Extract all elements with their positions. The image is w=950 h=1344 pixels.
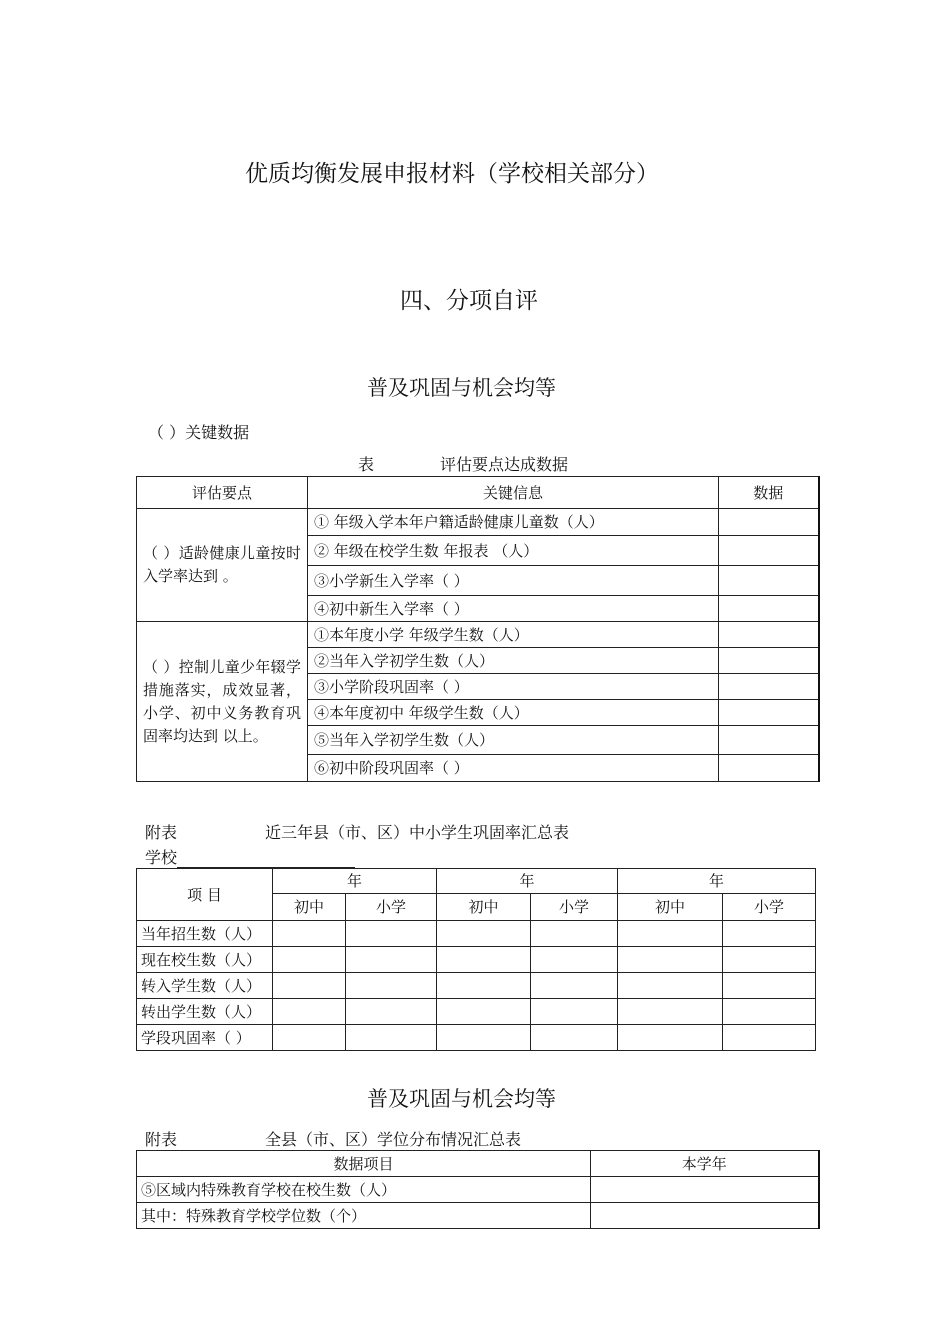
data-cell[interactable] [273,973,346,999]
data-cell[interactable] [723,921,816,947]
table1-caption-prefix: 表 [358,455,375,474]
data-cell[interactable] [531,921,618,947]
data-cell[interactable] [723,1025,816,1051]
subsection-title-1: 普及巩固与机会均等 [367,376,556,400]
key-info-item: ⑥初中阶段巩固率（ ） [308,755,719,782]
data-cell[interactable] [719,509,819,536]
data-cell[interactable] [437,921,531,947]
data-cell[interactable] [346,947,437,973]
row-label: 学段巩固率（ ） [137,1025,273,1051]
data-cell[interactable] [719,536,819,566]
header-year-2: 年 [437,869,618,894]
key-info-item: ③小学阶段巩固率（ ） [308,674,719,700]
table3-caption: 全县（市、区）学位分布情况汇总表 [265,1130,522,1149]
consolidation-rate-table [136,868,816,1051]
data-cell[interactable] [437,973,531,999]
data-cell[interactable] [437,1025,531,1051]
key-info-item: ③小学新生入学率（ ） [308,566,719,596]
data-cell[interactable] [618,921,723,947]
data-cell[interactable] [273,947,346,973]
data-cell[interactable] [273,1025,346,1051]
key-info-item: ④初中新生入学率（ ） [308,596,719,622]
header-eval-point: 评估要点 [137,477,308,509]
data-cell[interactable] [618,999,723,1025]
data-cell[interactable] [437,999,531,1025]
table1-caption: 评估要点达成数据 [440,455,569,474]
data-cell[interactable] [531,1025,618,1051]
row-label: 转入学生数（人） [137,973,273,999]
header-junior: 初中 [618,894,723,921]
row-label: 其中：特殊教育学校学位数（个） [137,1203,591,1229]
data-cell[interactable] [273,999,346,1025]
key-info-item: ② 年级在校学生数 年报表 （人） [308,536,719,566]
header-junior: 初中 [273,894,346,921]
header-primary: 小学 [723,894,816,921]
header-year-3: 年 [618,869,816,894]
data-cell[interactable] [719,566,819,596]
data-cell[interactable] [618,973,723,999]
header-data-item: 数据项目 [137,1151,591,1177]
data-cell[interactable] [719,622,819,648]
header-primary: 小学 [346,894,437,921]
data-cell[interactable] [531,999,618,1025]
data-cell[interactable] [723,973,816,999]
header-primary: 小学 [531,894,618,921]
data-cell[interactable] [719,700,819,726]
eval-point-1: （ ）适龄健康儿童按时入学率达到 。 [137,509,308,622]
data-cell[interactable] [273,921,346,947]
data-cell[interactable] [618,1025,723,1051]
data-cell[interactable] [531,973,618,999]
document-title: 优质均衡发展申报材料（学校相关部分） [245,161,659,187]
table3-caption-prefix: 附表 [145,1130,178,1149]
data-cell[interactable] [346,999,437,1025]
key-info-item: ①本年度小学 年级学生数（人） [308,622,719,648]
data-cell[interactable] [437,947,531,973]
data-cell[interactable] [618,947,723,973]
key-info-item: ②当年入学初学生数（人） [308,648,719,674]
data-cell[interactable] [346,973,437,999]
header-item: 项 目 [137,869,273,921]
eval-point-2: （ ）控制儿童少年辍学措施落实，成效显著，小学、初中义务教育巩固率均达到 以上。 [137,622,308,782]
data-cell[interactable] [531,947,618,973]
data-cell[interactable] [723,999,816,1025]
header-data: 数据 [719,477,819,509]
subsection-title-2: 普及巩固与机会均等 [367,1087,556,1111]
data-cell[interactable] [346,1025,437,1051]
data-cell[interactable] [719,674,819,700]
section-title: 四、分项自评 [400,288,538,314]
table2-caption: 近三年县（市、区）中小学生巩固率汇总表 [265,823,570,842]
key-info-item: ⑤当年入学初学生数（人） [308,726,719,755]
key-info-item: ④本年度初中 年级学生数（人） [308,700,719,726]
data-cell[interactable] [719,648,819,674]
row-label: ⑤区域内特殊教育学校在校生数（人） [137,1177,591,1203]
data-cell[interactable] [346,921,437,947]
header-key-info: 关键信息 [308,477,719,509]
data-cell[interactable] [719,596,819,622]
degree-distribution-table [136,1150,820,1229]
table2-caption-prefix: 附表 [145,823,178,842]
row-label: 现在校生数（人） [137,947,273,973]
header-junior: 初中 [437,894,531,921]
school-label: 学校 [145,848,178,867]
key-info-item: ① 年级入学本年户籍适龄健康儿童数（人） [308,509,719,536]
data-cell[interactable] [591,1203,819,1229]
header-year-1: 年 [273,869,437,894]
row-label: 转出学生数（人） [137,999,273,1025]
data-cell[interactable] [591,1177,819,1203]
school-name-field[interactable] [177,851,355,868]
header-current-year: 本学年 [591,1151,819,1177]
evaluation-table [136,476,820,782]
data-cell[interactable] [719,726,819,755]
data-cell[interactable] [719,755,819,782]
row-label: 当年招生数（人） [137,921,273,947]
data-cell[interactable] [723,947,816,973]
key-data-label: （ ）关键数据 [148,423,250,442]
